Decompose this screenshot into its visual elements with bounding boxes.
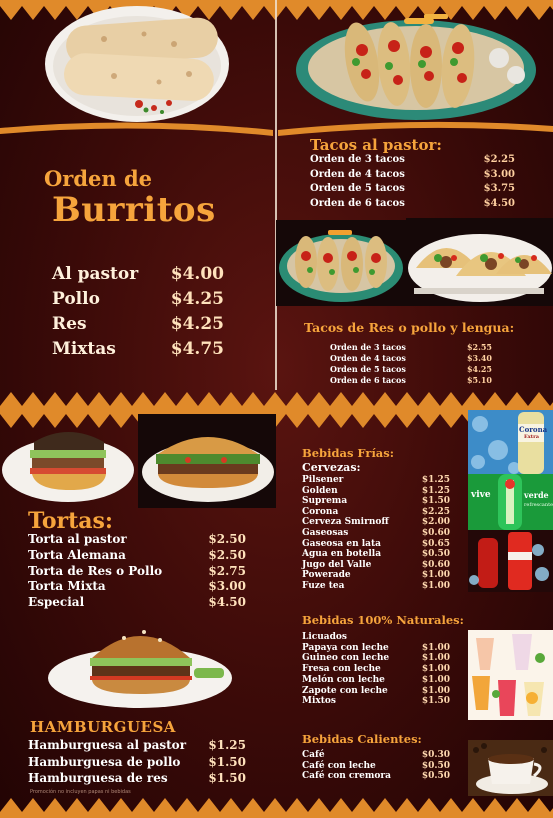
zigzag-tooth [286,392,308,406]
item-name: Gaseosas [302,527,349,538]
bebidas-naturales-item [302,696,450,707]
item-name: Hamburguesa de res [28,771,168,785]
item-name: Orden de 6 tacos [310,197,405,209]
zigzag-tooth [0,798,22,812]
bebidas-frias-item [302,570,450,581]
tacos-res-photo [406,218,553,306]
item-name: Pilsener [302,475,344,485]
item-price: $1.25 [421,475,450,485]
zigzag-tooth [132,798,154,812]
zigzag-tooth [396,414,418,428]
tacos-res-heading: Tacos de Res o pollo y lengua: [304,320,515,335]
item-price: $1.00 [421,664,450,675]
zigzag-tooth [242,798,264,812]
zigzag-tooth [198,392,220,406]
bebidas-frias-item [302,581,450,592]
item-price: $2.50 [208,532,246,546]
item-price: $1.50 [208,754,246,769]
zigzag-tooth [132,392,154,406]
item-name: Orden de 5 tacos [310,183,405,194]
item-price: $0.50 [421,771,450,782]
bebidas-frias-item [302,560,450,571]
zigzag-tooth [330,414,352,428]
zigzag-tooth [22,6,44,20]
item-name: Torta Mixta [28,579,106,594]
tacos-pastor-heading: Tacos al pastor: [310,136,442,154]
item-name: Café con leche [302,760,376,771]
item-name: Hamburguesa al pastor [28,738,187,752]
column-divider [275,0,277,390]
zigzag-tooth [22,798,44,812]
tortas-item [28,579,246,593]
item-price: $2.55 [466,342,492,352]
item-name: Torta de Res o Pollo [28,563,163,578]
item-price: $1.50 [208,771,246,785]
item-price: $0.60 [421,527,450,538]
item-name: Orden de 5 tacos [330,364,406,374]
zigzag-tooth [374,392,396,406]
tacos-pastor-item [310,183,515,194]
tortas-item [28,595,246,609]
zigzag-tooth [198,798,220,812]
item-name: Melón con leche [302,674,385,685]
burritos-item [52,264,224,284]
zigzag-tooth [418,414,440,428]
zigzag-tooth [528,392,550,406]
zigzag-tooth [396,798,418,812]
zigzag-tooth [352,392,374,406]
tacos-pastor-photo [276,220,406,306]
item-name: Al pastor [52,264,139,284]
item-name: Papaya con leche [302,642,389,653]
item-name: Guineo con leche [302,653,390,664]
item-name: Orden de 3 tacos [330,342,406,352]
corona-beer-photo [468,410,553,474]
tacos-pastor-item [310,198,515,209]
item-name: Orden de 6 tacos [330,375,406,385]
bebidas-naturales-heading: Bebidas 100% Naturales: [302,613,464,627]
bebidas-naturales-list [302,632,450,707]
zigzag-tooth [110,798,132,812]
bebidas-frias-item [302,475,450,486]
hamburguesa-photo [44,614,236,710]
zigzag-tooth [462,392,484,406]
zigzag-tooth [66,392,88,406]
zigzag-tooth [418,798,440,812]
bebidas-frias-item [302,549,450,560]
item-name: Hamburguesa de pollo [28,754,181,769]
zigzag-tooth [22,392,44,406]
tacos-pastor-item [310,154,515,165]
zigzag-tooth [440,798,462,812]
zigzag-tooth [44,798,66,812]
zigzag-tooth [396,392,418,406]
item-price: $2.25 [483,154,515,165]
coca-cola-photo [468,530,553,592]
zigzag-tooth [374,798,396,812]
zigzag-tooth [0,6,22,20]
bebidas-frias-item [302,507,450,518]
burritos-item [52,289,224,309]
zigzag-tooth [484,392,506,406]
item-price: $1.00 [421,642,450,653]
item-name: Fresa con leche [302,664,381,675]
item-price: $4.00 [170,264,224,284]
zigzag-tooth [330,798,352,812]
zigzag-tooth [220,392,242,406]
burritos-item [52,314,224,334]
item-name: Res [52,314,87,334]
corona-extra-label: Extra [524,434,539,440]
tortas-heading: Tortas: [28,508,114,534]
item-name: Orden de 3 tacos [310,154,405,165]
burritos-item [52,339,224,359]
zigzag-tooth [88,798,110,812]
top-orange-wave [0,118,553,138]
item-price: $3.40 [466,353,492,363]
seven-up-verde: verde [524,490,549,500]
torta-bun-photo [138,414,276,508]
zigzag-tooth [154,392,176,406]
zigzag-tooth [88,392,110,406]
item-price: $1.25 [208,738,246,752]
item-price: $0.50 [421,760,450,771]
zigzag-tooth [440,392,462,406]
item-name: Zapote con leche [302,685,388,696]
bebidas-naturales-item [302,675,450,686]
item-name: Corona [302,506,339,517]
item-name: Suprema [302,496,348,507]
hamburguesa-item [28,755,246,769]
cervezas-subheading: Cervezas: [302,461,361,474]
bebidas-naturales-item [302,643,450,654]
bebidas-naturales-item [302,664,450,675]
item-price: $1.00 [421,674,450,685]
zigzag-tooth [286,414,308,428]
corona-label: Corona [519,425,548,434]
item-price: $4.50 [483,197,515,209]
torta-sandwich-photo [0,420,138,506]
tacos-res-item [330,364,492,374]
zigzag-tooth [352,798,374,812]
bebidas-calientes-list [302,750,450,782]
zigzag-tooth [176,798,198,812]
item-name: Fuze tea [302,580,345,591]
item-price: $0.65 [421,538,450,549]
item-price: $1.00 [421,685,450,696]
item-name: Agua en botella [302,549,382,560]
zigzag-tooth [242,6,264,20]
zigzag-tooth [308,798,330,812]
item-price: $2.75 [208,563,246,578]
tortas-item [28,532,246,546]
item-name: Torta al pastor [28,532,127,546]
item-price: $3.75 [483,183,515,194]
item-price: $4.25 [466,364,492,374]
zigzag-tooth [330,392,352,406]
tacos-res-item [330,342,492,352]
zigzag-tooth [528,798,550,812]
item-name: Café [302,750,325,760]
bebidas-frias-item [302,496,450,507]
bebidas-naturales-item [302,686,450,697]
bebidas-frias-item [302,517,450,528]
hamburguesa-item [28,771,246,785]
hamburguesa-footnote: Promoción no incluyen papas ni bebidas [30,789,131,795]
item-price: $0.60 [421,559,450,570]
zigzag-tooth [440,414,462,428]
tacos-res-item [330,375,492,385]
item-price: $1.50 [421,696,450,707]
item-name: Café con cremora [302,771,391,782]
bottom-zigzag-border [0,798,553,818]
zigzag-tooth [374,414,396,428]
item-price: $2.00 [421,517,450,528]
bebidas-calientes-item [302,771,450,782]
zigzag-tooth [264,798,286,812]
zigzag-tooth [286,798,308,812]
item-price: $0.30 [421,750,450,760]
item-name: Jugo del Valle [302,559,372,570]
zigzag-tooth [352,414,374,428]
bebidas-naturales-item [302,653,450,664]
bebidas-calientes-item [302,761,450,772]
item-name: Orden de 4 tacos [310,168,405,180]
zigzag-tooth [484,798,506,812]
zigzag-tooth [506,392,528,406]
tortas-item [28,564,246,578]
zigzag-tooth [0,392,22,406]
item-name: Mixtas [52,339,116,359]
bebidas-frias-item [302,528,450,539]
item-name: Golden [302,485,338,496]
tacos-pastor-item [310,169,515,180]
bebidas-calientes-item [302,750,450,761]
burrito-photo [44,4,230,122]
item-name: Mixtos [302,696,336,707]
zigzag-tooth [110,392,132,406]
bebidas-frias-list [302,475,450,592]
bebidas-naturales-item [302,632,450,643]
item-price: $4.25 [170,314,224,334]
cafe-photo [468,740,553,796]
burritos-heading-small: Orden de [44,166,153,191]
item-name: Pollo [52,289,100,309]
item-price: $4.50 [208,595,246,610]
hamburguesa-heading: HAMBURGUESA [30,718,176,736]
zigzag-tooth [154,798,176,812]
tacos-platter-photo [294,10,538,122]
item-price: $3.00 [483,168,515,180]
item-price: $1.00 [421,653,450,664]
item-name: Powerade [302,570,351,581]
bebidas-frias-heading: Bebidas Frías: [302,446,394,460]
zigzag-tooth [242,392,264,406]
seven-up-photo [468,474,553,530]
zigzag-tooth [308,414,330,428]
item-name: Torta Alemana [28,547,126,562]
zigzag-tooth [418,392,440,406]
burritos-heading: Burritos [52,190,216,230]
item-name: Licuados [302,632,347,642]
item-name: Especial [28,595,85,610]
item-price: $4.25 [170,289,224,309]
hamburguesa-item [28,738,246,752]
item-name: Gaseosa en lata [302,538,381,549]
bottom-band [0,812,553,818]
item-price: $1.00 [421,570,450,581]
item-price: $2.50 [208,547,246,562]
tortas-item [28,548,246,562]
zigzag-tooth [462,798,484,812]
zigzag-tooth [506,798,528,812]
item-price: $3.00 [208,579,246,594]
bebidas-frias-item [302,486,450,497]
item-price: $0.50 [421,549,450,560]
zigzag-tooth [44,392,66,406]
item-price: $2.25 [421,506,450,517]
item-price: $1.00 [421,580,450,591]
item-name: Orden de 4 tacos [330,353,406,363]
item-name: Cerveza Smirnoff [302,517,389,528]
item-price: $5.10 [466,375,492,385]
zigzag-tooth [220,798,242,812]
zigzag-tooth [264,392,286,406]
seven-up-vive: vive [471,490,491,500]
zigzag-tooth [66,798,88,812]
item-price: $1.25 [421,485,450,496]
seven-up-refrescante: refrescante [524,502,553,508]
bebidas-frias-item [302,539,450,550]
zigzag-tooth [176,392,198,406]
tacos-res-item [330,353,492,363]
licuados-photo [468,630,553,720]
item-price: $4.75 [170,339,224,359]
zigzag-tooth [308,392,330,406]
item-price: $1.50 [421,496,450,507]
bebidas-calientes-heading: Bebidas Calientes: [302,732,422,746]
